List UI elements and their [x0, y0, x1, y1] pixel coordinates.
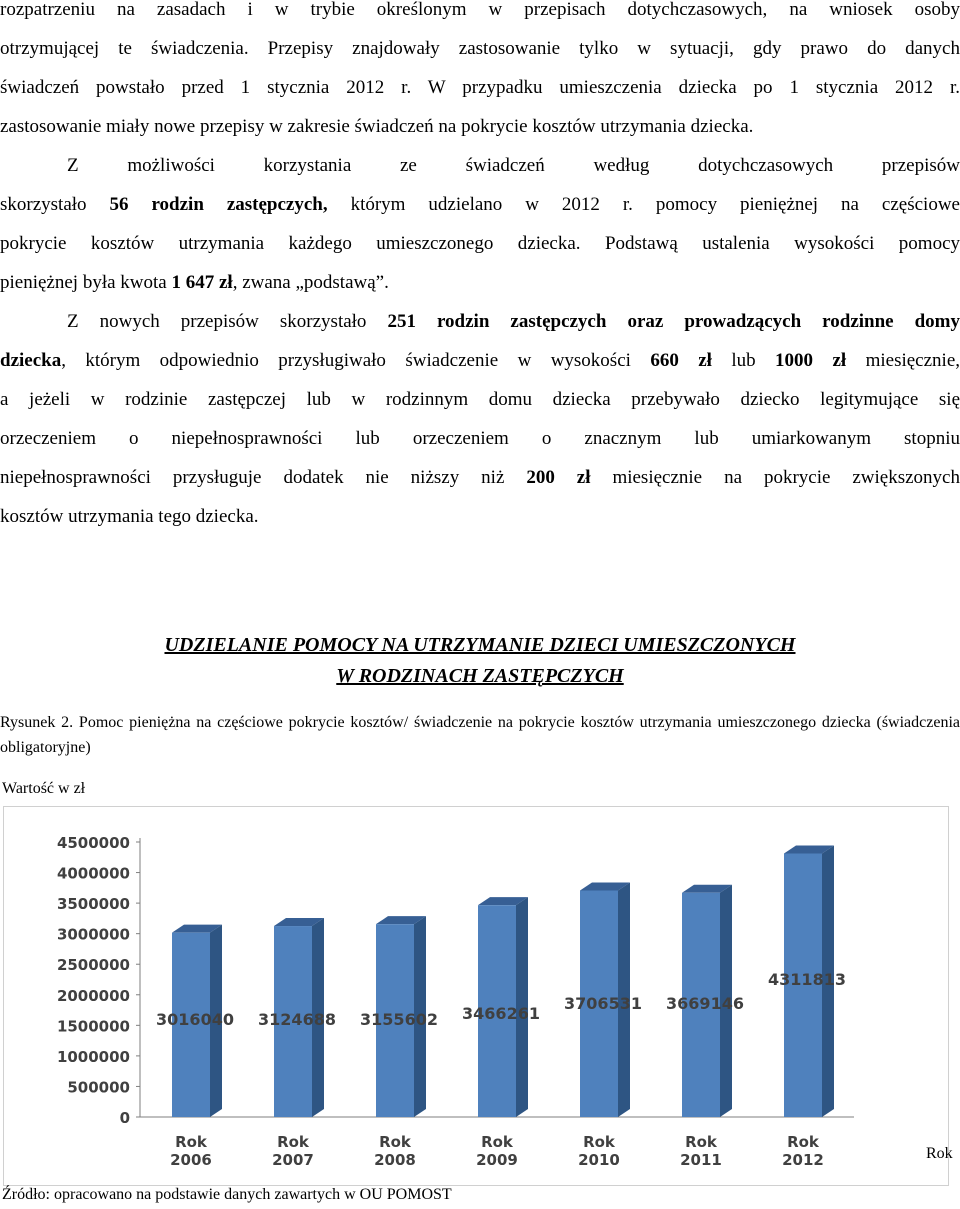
- y-tick-label: 2000000: [56, 986, 130, 1005]
- chart-frame: [3, 806, 949, 1186]
- text-line: pieniężnej była kwota 1 647 zł, zwana „podstawą”.: [0, 272, 389, 293]
- x-tick-label: 2011: [680, 1151, 722, 1169]
- text-line: niepełnosprawności przysługuje dodatek nie niższy niż 200 zł miesięcznie na pokrycie zwiększonych: [0, 467, 960, 488]
- x-tick-label: 2009: [476, 1151, 518, 1169]
- text-line: orzeczeniem o niepełnosprawności lub orzeczeniem o znacznym lub umiarkowanym stopniu: [0, 428, 960, 449]
- highlight-families: 56 rodzin zastępczych,: [109, 194, 328, 215]
- text-line: kosztów utrzymania tego dziecka.: [0, 506, 259, 527]
- data-label: 3016040: [156, 1010, 234, 1029]
- bar-chart: [4, 807, 948, 1185]
- highlight-amount: 660 zł: [650, 350, 712, 371]
- source-note: Źródło: opracowano na podstawie danych zawartych w OU POMOST: [2, 1186, 452, 1203]
- text-line: zastosowanie miały nowe przepisy w zakresie świadczeń na pokrycie kosztów utrzymania dziecka.: [0, 116, 754, 137]
- x-tick-label: Rok: [277, 1133, 309, 1151]
- paragraph-new-rules: [0, 302, 960, 536]
- x-tick-label: Rok: [685, 1133, 717, 1151]
- data-label: 4311813: [768, 970, 846, 989]
- x-axis-label: Rok: [926, 1145, 953, 1162]
- x-tick-label: Rok: [379, 1133, 411, 1151]
- y-tick-label: 1000000: [56, 1047, 130, 1066]
- highlight-amount: 1 647 zł: [171, 272, 233, 293]
- section-heading-line: W RODZINACH ZASTĘPCZYCH: [336, 665, 624, 687]
- paragraph-continuation: [0, 0, 960, 146]
- x-tick-label: Rok: [481, 1133, 513, 1151]
- y-tick-label: 1500000: [56, 1017, 130, 1036]
- text-line: świadczeń powstało przed 1 stycznia 2012 r. W przypadku umieszczenia dziecka po 1 stycznia 2012 r.: [0, 77, 960, 98]
- y-tick-label: 3500000: [56, 895, 130, 914]
- highlight-amount: 1000 zł: [775, 350, 847, 371]
- data-label: 3466261: [462, 1004, 540, 1023]
- figure-caption: Rysunek 2. Pomoc pieniężna na częściowe pokrycie kosztów/ świadczenie na pokrycie kosztów utrzymania umieszczonego dziecka (świadczenia obligatoryjne): [0, 714, 960, 756]
- text-line: dziecka, którym odpowiednio przysługiwało świadczenie w wysokości 660 zł lub 1000 zł miesięcznie,: [0, 350, 960, 371]
- y-unit-label: Wartość w zł: [2, 780, 86, 797]
- data-label: 3669146: [666, 994, 744, 1013]
- data-label: 3706531: [564, 994, 642, 1013]
- y-tick-label: 3000000: [56, 925, 130, 944]
- highlight-families: 251 rodzin zastępczych oraz prowadzących rodzinne domy: [387, 311, 960, 332]
- highlight-amount: 200 zł: [526, 467, 591, 488]
- text-line: Z nowych przepisów skorzystało 251 rodzin zastępczych oraz prowadzących rodzinne domy: [67, 311, 960, 332]
- x-tick-label: 2012: [782, 1151, 824, 1169]
- x-tick-label: Rok: [175, 1133, 207, 1151]
- data-label: 3155602: [360, 1010, 438, 1029]
- y-tick-label: 2500000: [56, 956, 130, 975]
- x-tick-label: Rok: [787, 1133, 819, 1151]
- x-tick-label: 2007: [272, 1151, 314, 1169]
- text-line: Z możliwości korzystania ze świadczeń według dotychczasowych przepisów: [67, 155, 960, 176]
- data-label: 3124688: [258, 1010, 336, 1029]
- x-tick-label: 2010: [578, 1151, 620, 1169]
- text-line: otrzymującej te świadczenia. Przepisy znajdowały zastosowanie tylko w sytuacji, gdy prawo do danych: [0, 38, 960, 59]
- text-line: skorzystało 56 rodzin zastępczych, którym udzielano w 2012 r. pomocy pieniężnej na częściowe: [0, 194, 960, 215]
- y-tick-label: 500000: [67, 1078, 130, 1097]
- section-heading: [0, 630, 960, 692]
- x-tick-label: 2006: [170, 1151, 212, 1169]
- section-heading-line: UDZIELANIE POMOCY NA UTRZYMANIE DZIECI UMIESZCZONYCH: [164, 634, 796, 656]
- text-line: pokrycie kosztów utrzymania każdego umieszczonego dziecka. Podstawą ustalenia wysokości pomocy: [0, 233, 960, 254]
- x-tick-label: 2008: [374, 1151, 416, 1169]
- y-tick-label: 0: [119, 1109, 130, 1127]
- y-tick-label: 4000000: [56, 864, 130, 883]
- text-line: a jeżeli w rodzinie zastępczej lub w rodzinnym domu dziecka przebywało dziecko legitymujące się: [0, 389, 960, 410]
- x-tick-label: Rok: [583, 1133, 615, 1151]
- paragraph-old-rules: [0, 146, 960, 302]
- y-tick-label: 4500000: [56, 834, 130, 852]
- text-line: rozpatrzeniu na zasadach i w trybie określonym w przepisach dotychczasowych, na wniosek osoby: [0, 0, 960, 20]
